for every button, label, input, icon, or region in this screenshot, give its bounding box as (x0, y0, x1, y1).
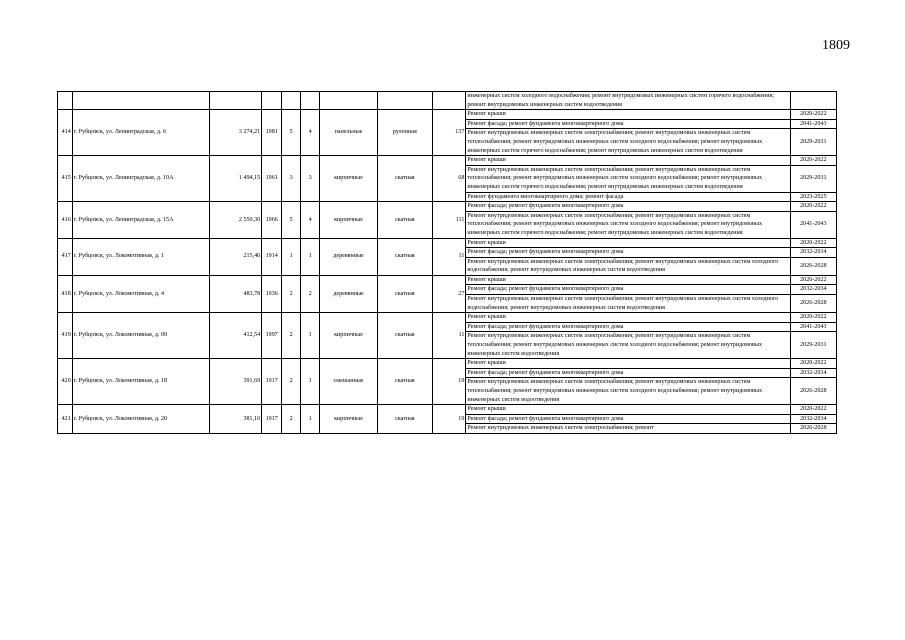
building-number: 416 (58, 202, 73, 238)
wall-material: кирпичные (320, 202, 378, 238)
page-number: 1809 (822, 38, 850, 53)
apartment-count: 27 (432, 275, 466, 312)
building-area: 3 274,21 (209, 110, 262, 156)
empty-cell (209, 92, 262, 110)
work-description: Ремонт внутридомовых инженерных систем электроснабжения; ремонт (466, 424, 790, 434)
build-year: 1966 (262, 202, 282, 238)
apartment-count: 137 (432, 110, 466, 156)
housing-repair-table (57, 91, 837, 434)
building-area: 2 550,30 (209, 202, 262, 238)
empty-cell (282, 92, 301, 110)
building-address: г. Рубцовск, ул. Локомотивная, д. 4 (72, 275, 209, 312)
work-period: 2020-2022 (790, 275, 836, 285)
building-number: 421 (58, 405, 73, 434)
building-number: 420 (58, 359, 73, 405)
apartment-count: 19 (432, 359, 466, 405)
wall-material: деревянные (320, 238, 378, 275)
work-period: 2020-2022 (790, 405, 836, 415)
work-period: 2026-2028 (790, 257, 836, 275)
work-period: 2029-2031 (790, 332, 836, 359)
wall-material: деревянные (320, 275, 378, 312)
work-description: Ремонт внутридомовых инженерных систем электроснабжения; ремонт внутридомовых инженерных систем холодного водоснабжения; ремонт внутридомовых инженерных систем водоотведения (466, 295, 790, 313)
work-description: Ремонт крыши (466, 156, 790, 166)
apartment-count: 68 (432, 156, 466, 202)
wall-material: кирпичные (320, 313, 378, 359)
table-row (58, 313, 837, 323)
work-period: 2020-2022 (790, 238, 836, 248)
work-period: 2032-2034 (790, 414, 836, 424)
empty-cell (301, 92, 320, 110)
building-address: г. Рубцовск, ул. Локомотивная, д. 18 (72, 359, 209, 405)
building-address: г. Рубцовск, ул. Локомотивная, д. 09 (72, 313, 209, 359)
work-description: Ремонт фасада; ремонт фундамента многоквартирного дома (466, 202, 790, 212)
work-period: 2029-2031 (790, 165, 836, 192)
empty-cell (72, 92, 209, 110)
floor-count: 2 (282, 359, 301, 405)
entrance-count: 4 (301, 202, 320, 238)
building-address: г. Рубцовск, ул. Ленинградская, д. 6 (72, 110, 209, 156)
work-description: Ремонт крыши (466, 238, 790, 248)
work-period: 2041-2043 (790, 119, 836, 129)
building-address: г. Рубцовск, ул. Ленинградская, д. 15А (72, 202, 209, 238)
empty-cell (58, 92, 73, 110)
wall-material: кирпичные (320, 156, 378, 202)
table-row (58, 202, 837, 212)
building-number: 419 (58, 313, 73, 359)
work-description: Ремонт фасада; ремонт фундамента многоквартирного дома (466, 414, 790, 424)
building-address: г. Рубцовск, ул. Локомотивная, д. 1 (72, 238, 209, 275)
building-number: 418 (58, 275, 73, 312)
work-description: Ремонт фундамента многоквартирного дома; ремонт фасада (466, 192, 790, 202)
floor-count: 5 (282, 202, 301, 238)
building-area: 483,78 (209, 275, 262, 312)
roof-type: скатная (377, 202, 432, 238)
roof-type: скатная (377, 238, 432, 275)
work-description: Ремонт крыши (466, 359, 790, 369)
work-period: 2032-2034 (790, 368, 836, 378)
work-description: Ремонт внутридомовых инженерных систем электроснабжения; ремонт внутридомовых инженерных систем теплоснабжения; ремонт внутридомовых инженерных систем холодного водоснабжения; ремонт внутридомовых инженерных систем горячего водоснабжения; ремонт внутридомовых инженерных систем водоотведения (466, 165, 790, 192)
work-description: Ремонт крыши (466, 313, 790, 323)
apartment-count: 11 (432, 313, 466, 359)
work-period: 2026-2028 (790, 295, 836, 313)
entrance-count: 2 (301, 275, 320, 312)
work-description: Ремонт крыши (466, 110, 790, 120)
work-description: Ремонт крыши (466, 405, 790, 415)
work-period: 2041-2043 (790, 322, 836, 332)
work-period (790, 92, 836, 110)
work-description: Ремонт фасада; ремонт фундамента многоквартирного дома (466, 368, 790, 378)
empty-cell (262, 92, 282, 110)
work-period: 2032-2034 (790, 285, 836, 295)
building-number: 417 (58, 238, 73, 275)
entrance-count: 1 (301, 238, 320, 275)
entrance-count: 1 (301, 405, 320, 434)
building-area: 391,69 (209, 359, 262, 405)
roof-type: рулонная (377, 110, 432, 156)
building-area: 1 494,15 (209, 156, 262, 202)
empty-cell (320, 92, 378, 110)
empty-cell (432, 92, 466, 110)
wall-material: смешанные (320, 359, 378, 405)
wall-material: панельные (320, 110, 378, 156)
work-description: Ремонт крыши (466, 275, 790, 285)
floor-count: 2 (282, 313, 301, 359)
work-period: 2026-2028 (790, 424, 836, 434)
build-year: 1917 (262, 359, 282, 405)
apartment-count: 111 (432, 202, 466, 238)
entrance-count: 3 (301, 156, 320, 202)
building-area: 381,10 (209, 405, 262, 434)
table-row (58, 238, 837, 248)
empty-cell (377, 92, 432, 110)
floor-count: 1 (282, 238, 301, 275)
work-description: Ремонт фасада; ремонт фундамента многоквартирного дома (466, 119, 790, 129)
entrance-count: 4 (301, 110, 320, 156)
build-year: 1961 (262, 156, 282, 202)
building-area: 412,54 (209, 313, 262, 359)
continuation-row (58, 92, 837, 110)
table-row (58, 275, 837, 285)
table-row (58, 405, 837, 415)
roof-type: скатная (377, 275, 432, 312)
entrance-count: 1 (301, 359, 320, 405)
building-address: г. Рубцовск, ул. Ленинградская, д. 10А (72, 156, 209, 202)
work-period: 2032-2034 (790, 248, 836, 258)
work-period: 2026-2028 (790, 378, 836, 405)
work-period: 2023-2025 (790, 192, 836, 202)
work-description: Ремонт фасада; ремонт фундамента многоквартирного дома (466, 322, 790, 332)
roof-type: скатная (377, 405, 432, 434)
work-description: инженерных систем холодного водоснабжения; ремонт внутридомовых инженерных систем горячего водоснабжения; ремонт внутридомовых инженерных систем водоотведения (466, 92, 790, 110)
build-year: 1914 (262, 238, 282, 275)
apartment-count: 11 (432, 238, 466, 275)
work-description: Ремонт внутридомовых инженерных систем электроснабжения; ремонт внутридомовых инженерных систем холодного водоснабжения; ремонт внутридомовых инженерных систем водоотведения (466, 257, 790, 275)
work-period: 2020-2022 (790, 202, 836, 212)
floor-count: 5 (282, 110, 301, 156)
entrance-count: 1 (301, 313, 320, 359)
work-description: Ремонт фасада; ремонт фундамента многоквартирного дома (466, 285, 790, 295)
roof-type: скатная (377, 313, 432, 359)
work-description: Ремонт внутридомовых инженерных систем электроснабжения; ремонт внутридомовых инженерных систем теплоснабжения; ремонт внутридомовых инженерных систем холодного водоснабжения; ремонт внутридомовых инженерных систем горячего водоснабжения; ремонт внутридомовых инженерных систем водоотведения (466, 129, 790, 156)
table-row (58, 359, 837, 369)
roof-type: скатная (377, 359, 432, 405)
work-description: Ремонт внутридомовых инженерных систем электроснабжения; ремонт внутридомовых инженерных систем теплоснабжения; ремонт внутридомовых инженерных систем холодного водоснабжения; ремонт внутридомовых инженерных систем горячего водоснабжения; ремонт внутридомовых инженерных систем водоотведения (466, 211, 790, 238)
apartment-count: 19 (432, 405, 466, 434)
building-number: 414 (58, 110, 73, 156)
work-period: 2020-2022 (790, 359, 836, 369)
floor-count: 2 (282, 275, 301, 312)
table-row (58, 110, 837, 120)
work-description: Ремонт внутридомовых инженерных систем электроснабжения; ремонт внутридомовых инженерных систем теплоснабжения; ремонт внутридомовых инженерных систем холодного водоснабжения; ремонт внутридомовых инженерных систем водоотведения (466, 332, 790, 359)
build-year: 1936 (262, 275, 282, 312)
work-period: 2020-2022 (790, 313, 836, 323)
floor-count: 3 (282, 156, 301, 202)
work-description: Ремонт фасада; ремонт фундамента многоквартирного дома (466, 248, 790, 258)
wall-material: кирпичные (320, 405, 378, 434)
work-period: 2041-2043 (790, 211, 836, 238)
work-description: Ремонт внутридомовых инженерных систем электроснабжения; ремонт внутридомовых инженерных систем теплоснабжения; ремонт внутридомовых инженерных систем холодного водоснабжения; ремонт внутридомовых инженерных систем водоотведения (466, 378, 790, 405)
table-row (58, 156, 837, 166)
work-period: 2020-2022 (790, 156, 836, 166)
build-year: 1917 (262, 405, 282, 434)
building-area: 215,40 (209, 238, 262, 275)
building-number: 415 (58, 156, 73, 202)
roof-type: скатная (377, 156, 432, 202)
build-year: 1997 (262, 313, 282, 359)
build-year: 1981 (262, 110, 282, 156)
building-address: г. Рубцовск, ул. Локомотивная, д. 20 (72, 405, 209, 434)
floor-count: 2 (282, 405, 301, 434)
work-period: 2020-2022 (790, 110, 836, 120)
work-period: 2029-2031 (790, 129, 836, 156)
